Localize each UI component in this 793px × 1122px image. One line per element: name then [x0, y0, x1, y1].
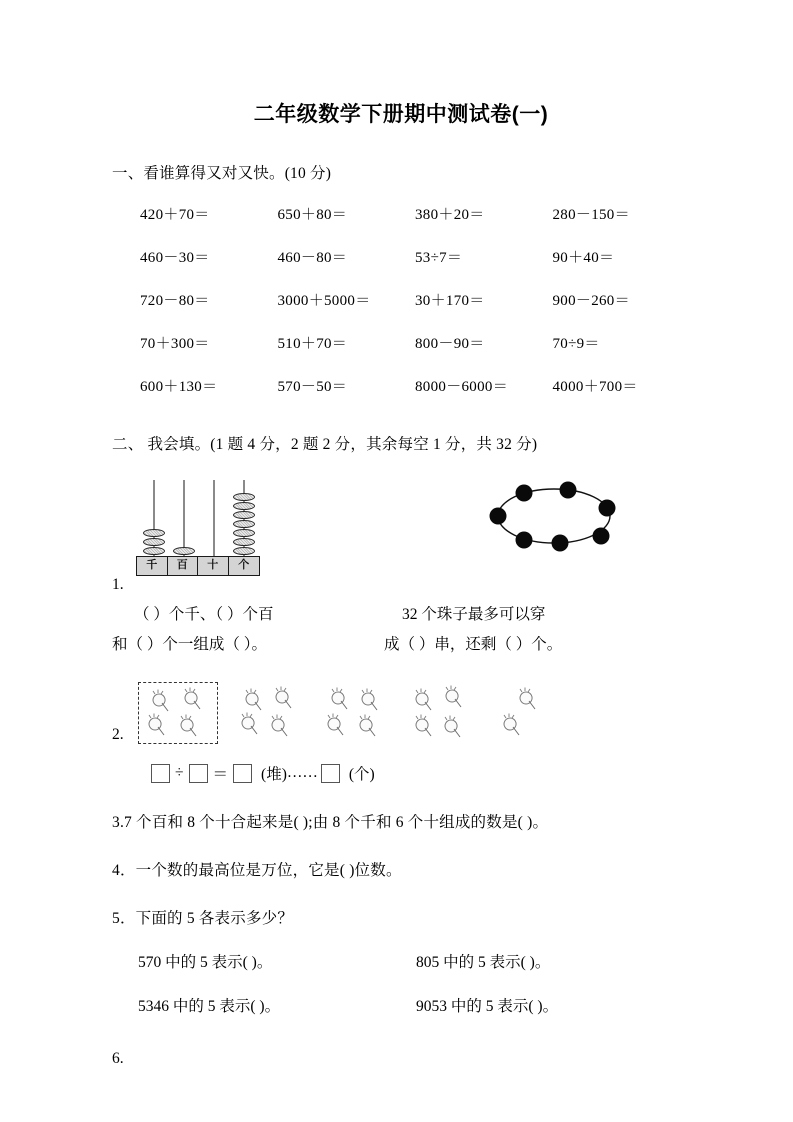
- radish-group-remainder: [492, 682, 564, 744]
- section-2-heading: 二、 我会填。(1 题 4 分，2 题 2 分，其余每空 1 分，共 32 分): [112, 436, 538, 453]
- radish-icon: [236, 712, 262, 738]
- arithmetic-problem: 570－50＝: [277, 379, 348, 395]
- arithmetic-row: [140, 289, 690, 310]
- radish-icon: [240, 688, 266, 714]
- question-5-item: 9053 中的 5 表示( )。: [416, 998, 559, 1015]
- arithmetic-problem: 280－150＝: [552, 207, 630, 223]
- abacus-bead: [233, 538, 255, 546]
- answer-box-remainder[interactable]: [321, 764, 340, 783]
- abacus-bead: [233, 529, 255, 537]
- question-3: 3.7 个百和 8 个十合起来是( );由 8 个千和 6 个十组成的数是( )。: [112, 814, 549, 831]
- abacus-label-hundred: 百: [168, 557, 199, 575]
- question-1-left-line1: （ ）个千、（ ）个百: [134, 606, 274, 623]
- radish-icon: [143, 713, 169, 739]
- radish-icon: [175, 714, 201, 740]
- radish-icon: [439, 715, 465, 741]
- arithmetic-problem: 3000＋5000＝: [277, 293, 371, 309]
- question-1-right-line2: 成（ ）串，还剩（ ）个。: [384, 636, 563, 653]
- abacus-label-ten: 十: [198, 557, 229, 575]
- arithmetic-problem: 600＋130＝: [140, 379, 218, 395]
- arithmetic-problem: 53÷7＝: [415, 250, 463, 266]
- radish-icon: [270, 686, 296, 712]
- question-1-number: 1.: [112, 576, 124, 593]
- radish-icon: [179, 687, 205, 713]
- radish-icon: [498, 713, 524, 739]
- abacus-figure: [136, 476, 264, 574]
- radish-groups: [138, 682, 578, 744]
- question-6: 6.: [112, 1050, 124, 1067]
- radish-icon: [410, 714, 436, 740]
- unit-piece-label: (个): [348, 766, 375, 783]
- arithmetic-problem: 4000＋700＝: [552, 379, 638, 395]
- arithmetic-problem: 720－80＝: [140, 293, 210, 309]
- question-5-item: 5346 中的 5 表示( )。: [138, 998, 281, 1015]
- answer-box-divisor[interactable]: [189, 764, 208, 783]
- division-sign: ÷: [175, 764, 184, 781]
- arithmetic-problem: 30＋170＝: [415, 293, 485, 309]
- arithmetic-problem: 800－90＝: [415, 336, 485, 352]
- abacus-bead: [143, 529, 165, 537]
- arithmetic-row: [140, 246, 690, 267]
- equals-sign: ＝: [212, 766, 229, 783]
- arithmetic-problem: 420＋70＝: [140, 207, 210, 223]
- remainder-dots: ……: [286, 764, 318, 781]
- page-title: 二年级数学下册期中测试卷(一): [253, 103, 549, 126]
- arithmetic-problem: 8000－6000＝: [415, 379, 509, 395]
- question-1-left-line2: 和（ ）个一组成（ ）。: [112, 636, 268, 653]
- arithmetic-row: [140, 375, 690, 396]
- radish-icon: [147, 689, 173, 715]
- abacus-bead: [233, 547, 255, 555]
- arithmetic-problem: 460－30＝: [140, 250, 210, 266]
- arithmetic-problem: 380＋20＝: [415, 207, 485, 223]
- abacus-bead: [233, 493, 255, 501]
- radish-icon: [354, 714, 380, 740]
- question-5-prompt: 5．下面的 5 各表示多少？: [112, 910, 294, 927]
- arithmetic-problem: 90＋40＝: [552, 250, 615, 266]
- answer-box-quotient[interactable]: [233, 764, 252, 783]
- abacus-bead: [233, 502, 255, 510]
- abacus-bead: [143, 538, 165, 546]
- abacus-bead: [233, 520, 255, 528]
- radish-group: [406, 682, 478, 744]
- arithmetic-problem: 70＋300＝: [140, 336, 210, 352]
- question-5-row-2: [138, 994, 690, 1016]
- question-5-row-1: [138, 950, 690, 972]
- question-2-equation: [148, 762, 690, 784]
- radish-icon: [266, 714, 292, 740]
- arithmetic-row: [140, 203, 690, 224]
- question-2: [112, 682, 690, 760]
- abacus-label-unit: 个: [238, 559, 250, 571]
- question-1: [112, 576, 690, 653]
- radish-icon: [514, 687, 540, 713]
- abacus-bead: [233, 511, 255, 519]
- radish-group: [320, 682, 392, 744]
- arithmetic-problem: 900－260＝: [552, 293, 630, 309]
- abacus-label-thousand: 千: [137, 557, 168, 575]
- radish-group-boxed: [138, 682, 218, 744]
- question-1-right-line1: 32 个珠子最多可以穿: [402, 606, 546, 623]
- section-1-heading: 一、看谁算得又对又快。(10 分): [112, 165, 332, 182]
- necklace-svg: [484, 478, 624, 554]
- radish-icon: [440, 685, 466, 711]
- unit-pile-label: (堆): [261, 766, 287, 783]
- figures-row: [112, 476, 690, 574]
- radish-icon: [322, 713, 348, 739]
- question-4: 4．一个数的最高位是万位，它是( )位数。: [112, 862, 402, 879]
- abacus-rod-ten: [213, 480, 215, 558]
- question-5-item: 570 中的 5 表示( )。: [138, 954, 273, 971]
- arithmetic-grid: [140, 203, 690, 396]
- radish-icon: [356, 688, 382, 714]
- radish-group: [234, 682, 306, 744]
- arithmetic-problem: 510＋70＝: [277, 336, 348, 352]
- arithmetic-problem: 460－80＝: [277, 250, 348, 266]
- abacus-label-frame: [136, 556, 260, 576]
- arithmetic-row: [140, 332, 690, 353]
- radish-icon: [326, 687, 352, 713]
- question-5-item: 805 中的 5 表示( )。: [416, 954, 551, 971]
- page-content: [112, 0, 690, 1068]
- question-2-number: 2.: [112, 726, 124, 743]
- abacus-bead: [173, 547, 195, 555]
- answer-box-dividend[interactable]: [151, 764, 170, 783]
- arithmetic-problem: 650＋80＝: [277, 207, 348, 223]
- arithmetic-problem: 70÷9＝: [552, 336, 600, 352]
- radish-icon: [410, 688, 436, 714]
- bead-necklace-figure: [484, 478, 624, 554]
- abacus-bead: [143, 547, 165, 555]
